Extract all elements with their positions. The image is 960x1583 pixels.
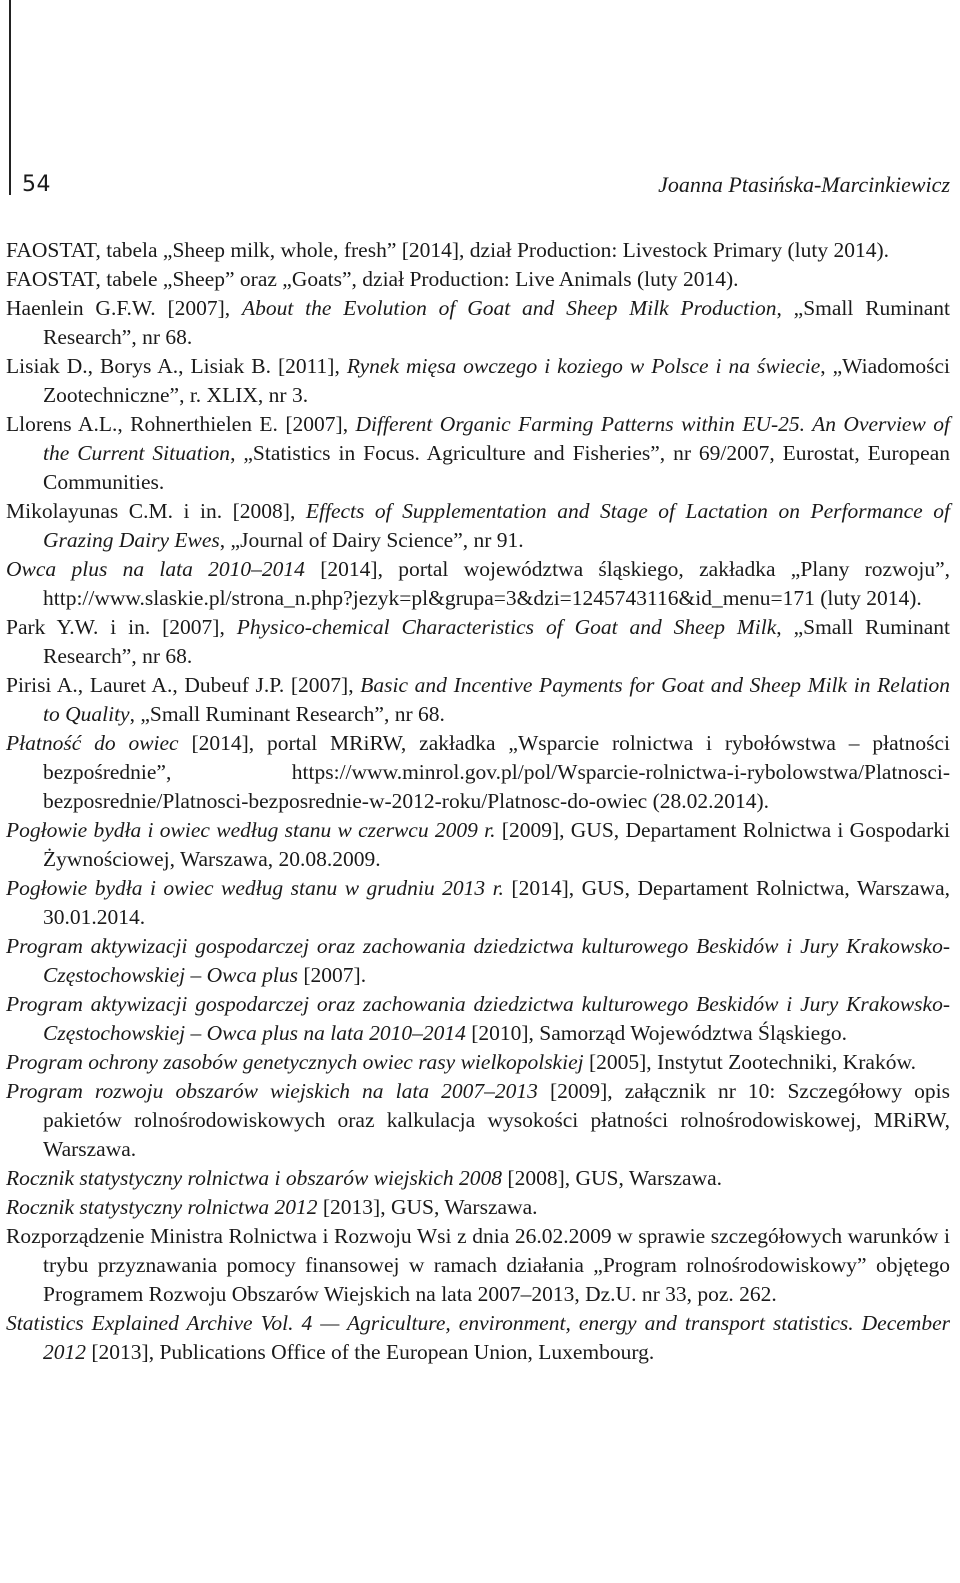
reference-entry	[6, 294, 950, 352]
reference-entry	[6, 671, 950, 729]
reference-entry	[6, 729, 950, 816]
reference-entry	[6, 1309, 950, 1367]
reference-entry	[6, 410, 950, 497]
reference-entry	[6, 990, 950, 1048]
reference-text: FAOSTAT, tabele „Sheep” oraz „Goats”, dział Production: Live Animals (luty 2014).	[6, 267, 739, 291]
reference-title: Pogłowie bydła i owiec według stanu w grudniu 2013 r.	[6, 876, 504, 900]
reference-text: [2013], GUS, Warszawa.	[317, 1195, 538, 1219]
reference-text: [2007].	[298, 963, 367, 987]
reference-title: Program ochrony zasobów genetycznych owiec rasy wielkopolskiej	[6, 1050, 584, 1074]
reference-entry	[6, 1193, 950, 1222]
reference-text: Llorens A.L., Rohnerthielen E. [2007],	[6, 412, 356, 436]
reference-text: FAOSTAT, tabela „Sheep milk, whole, fresh” [2014], dział Production: Livestock Primary (luty 2014).	[6, 238, 889, 262]
reference-entry	[6, 236, 950, 265]
reference-title: Płatność do owiec	[6, 731, 179, 755]
reference-text: [2014], portal województwa śląskiego, zakładka „Plany rozwoju”, http://www.slaskie.pl/strona_n.php?jezyk=pl&grupa=3&dzi=1245743116&id_menu=171 (luty 2014).	[43, 557, 951, 610]
reference-text: , „Small Ruminant Research”, nr 68.	[129, 702, 445, 726]
reference-text: , „Small Ruminant Research”, nr 68.	[43, 296, 950, 349]
reference-title: Rocznik statystyczny rolnictwa i obszarów wiejskich 2008	[6, 1166, 503, 1190]
reference-text: [2013], Publications Office of the European Union, Luxembourg.	[86, 1340, 655, 1364]
reference-title: Rocznik statystyczny rolnictwa 2012	[6, 1195, 318, 1219]
reference-entry	[6, 265, 950, 294]
reference-title: Program rozwoju obszarów wiejskich na lata 2007–2013	[6, 1079, 538, 1103]
reference-text: [2009], GUS, Departament Rolnictwa i Gospodarki Żywnościowej, Warszawa, 20.08.2009.	[43, 818, 950, 871]
reference-text: Park Y.W. i in. [2007],	[6, 615, 237, 639]
reference-entry	[6, 613, 950, 671]
reference-text: , „Wiadomości Zootechniczne”, r. XLIX, nr 3.	[43, 354, 950, 407]
reference-text: [2014], portal MRiRW, zakładka „Wsparcie rolnictwa i rybołówstwa – płatności bezpośrednie”, https://www.minrol.gov.pl/pol/Wsparcie-rolnictwa-i-rybolowstwa/Platnosci-bezposrednie/Platnosci-bezposrednie-w-2012-roku/Platnosc-do-owiec (28.02.2014).	[43, 731, 951, 813]
reference-entry	[6, 1077, 950, 1164]
reference-entry	[6, 1222, 950, 1309]
running-head: Joanna Ptasińska-Marcinkiewicz	[658, 172, 950, 197]
bibliography-list	[6, 236, 950, 1367]
reference-title: About the Evolution of Goat and Sheep Milk Production	[241, 296, 777, 320]
reference-text: [2008], GUS, Warszawa.	[502, 1166, 723, 1190]
reference-text: , „Small Ruminant Research”, nr 68.	[43, 615, 950, 668]
reference-entry	[6, 816, 950, 874]
reference-title: Physico-chemical Characteristics of Goat and Sheep Milk	[236, 615, 777, 639]
page-number: 54	[22, 172, 51, 197]
reference-entry	[6, 497, 950, 555]
reference-title: Program aktywizacji gospodarczej oraz zachowania dziedzictwa kulturowego Beskidów i Jury Krakowsko-Częstochowskiej – Owca plus	[6, 934, 950, 987]
reference-title: Program aktywizacji gospodarczej oraz zachowania dziedzictwa kulturowego Beskidów i Jury Krakowsko-Częstochowskiej – Owca plus na lata 2010–2014	[6, 992, 950, 1045]
reference-title: Basic and Incentive Payments for Goat and Sheep Milk in Relation to Quality	[43, 673, 950, 726]
reference-text: Pirisi A., Lauret A., Dubeuf J.P. [2007],	[6, 673, 361, 697]
reference-text: [2009], załącznik nr 10: Szczegółowy opis pakietów rolnośrodowiskowych oraz kalkulacja wysokości płatności rolnośrodowiskowej, MRiRW, Warszawa.	[43, 1079, 950, 1161]
reference-title: Pogłowie bydła i owiec według stanu w czerwcu 2009 r.	[6, 818, 496, 842]
reference-entry	[6, 932, 950, 990]
reference-title: Statistics Explained Archive Vol. 4 — Agriculture, environment, energy and transport statistics. December 2012	[6, 1311, 950, 1364]
reference-text: [2005], Instytut Zootechniki, Kraków.	[583, 1050, 916, 1074]
reference-title: Rynek mięsa owczego i koziego w Polsce i na świecie	[346, 354, 821, 378]
reference-title: Different Organic Farming Patterns within EU-25. An Overview of the Current Situation	[43, 412, 950, 465]
reference-text: , „Journal of Dairy Science”, nr 91.	[219, 528, 524, 552]
reference-title: Effects of Supplementation and Stage of Lactation on Performance of Grazing Dairy Ewes	[43, 499, 950, 552]
margin-rule	[9, 0, 11, 195]
reference-text: Rozporządzenie Ministra Rolnictwa i Rozwoju Wsi z dnia 26.02.2009 w sprawie szczegółowych warunków i trybu przyznawania pomocy finansowej w ramach działania „Program rolnośrodowiskowy” objętego Programem Rozwoju Obszarów Wiejskich na lata 2007–2013, Dz.U. nr 33, poz. 262.	[6, 1224, 950, 1306]
reference-entry	[6, 874, 950, 932]
reference-text: [2014], GUS, Departament Rolnictwa, Warszawa, 30.01.2014.	[43, 876, 950, 929]
reference-entry	[6, 555, 950, 613]
reference-text: [2010], Samorząd Województwa Śląskiego.	[465, 1021, 848, 1045]
reference-entry	[6, 1048, 950, 1077]
reference-text: Haenlein G.F.W. [2007],	[6, 296, 242, 320]
reference-title: Owca plus na lata 2010–2014	[6, 557, 305, 581]
reference-text: , „Statistics in Focus. Agriculture and Fisheries”, nr 69/2007, Eurostat, European Communities.	[43, 441, 951, 494]
reference-entry	[6, 1164, 950, 1193]
reference-text: Mikolayunas C.M. i in. [2008],	[6, 499, 306, 523]
reference-entry	[6, 352, 950, 410]
reference-text: Lisiak D., Borys A., Lisiak B. [2011],	[6, 354, 347, 378]
